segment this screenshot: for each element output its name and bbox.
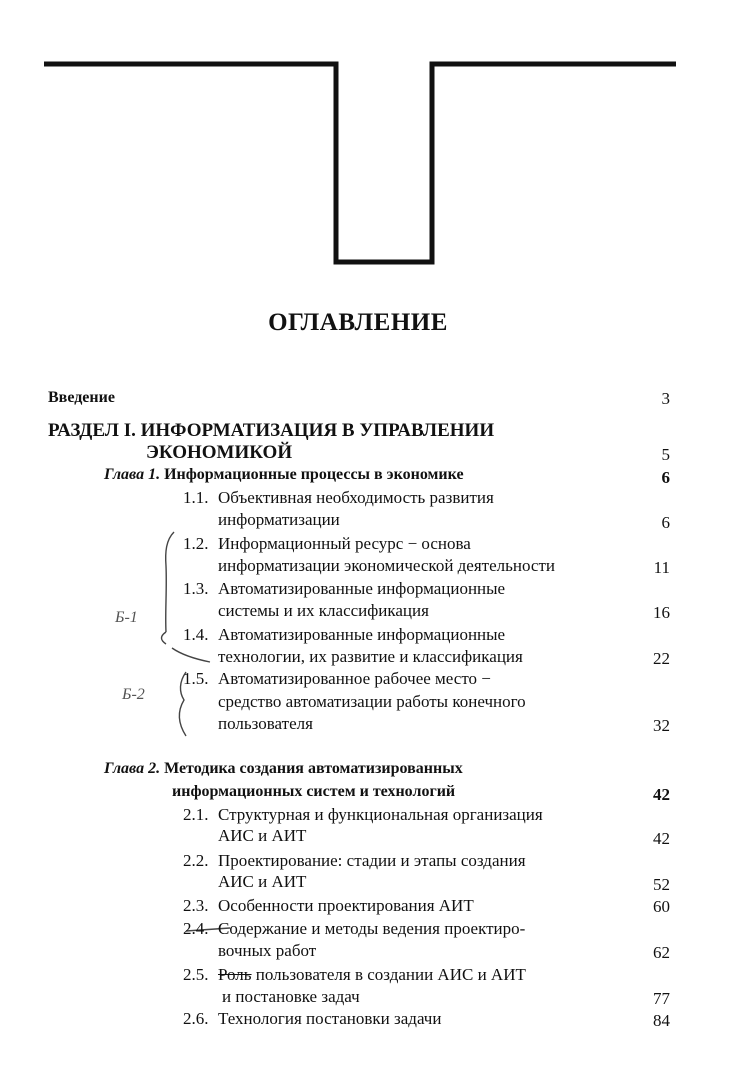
toc-item-text: вочных работ — [218, 941, 317, 960]
header-frame-line — [44, 64, 676, 262]
toc-item-page: 42 — [653, 829, 670, 848]
toc-item-struck-word: Роль — [218, 965, 252, 984]
chapter2-page: 42 — [653, 785, 670, 804]
toc-item-num: 2.4. — [183, 919, 209, 938]
toc-item-num: 1.3. — [183, 579, 209, 598]
toc-item-num: 2.6. — [183, 1009, 209, 1028]
section1-title-line1: РАЗДЕЛ I. ИНФОРМАТИЗАЦИЯ В УПРАВЛЕНИИ — [48, 420, 495, 441]
toc-item-text-rest: пользователя в создании АИС и АИТ — [255, 965, 526, 984]
toc-item-text: пользователя — [218, 714, 313, 733]
toc-item-num: 1.5. — [183, 669, 209, 688]
toc-item-text: и постановке задач — [222, 987, 360, 1006]
margin-note: Б-1 — [115, 609, 138, 626]
chapter1-page: 6 — [661, 468, 670, 487]
chapter2-heading — [104, 761, 463, 777]
toc-item-num: 1.4. — [183, 625, 209, 644]
toc-item-page: 6 — [661, 513, 670, 532]
toc-item-text: Проектирование: стадии и этапы создания — [218, 851, 526, 870]
margin-note: Б-2 — [122, 686, 145, 703]
toc-item-text: АИС и АИТ — [218, 826, 307, 845]
toc-item-num: 2.1. — [183, 805, 209, 824]
section1-title-line2: ЭКОНОМИКОЙ — [146, 442, 293, 463]
toc-item-num: 1.2. — [183, 534, 209, 553]
toc-item-text: Объективная необходимость развития — [218, 488, 494, 507]
toc-item-num: 1.1. — [183, 488, 209, 507]
toc-item-page: 32 — [653, 716, 670, 735]
chapter2-title-line1: Методика создания автоматизированных — [164, 760, 463, 777]
toc-item-text — [218, 966, 526, 983]
toc-item-text: Автоматизированное рабочее место − — [218, 669, 491, 688]
chapter1-heading — [104, 467, 464, 483]
toc-item-page: 11 — [653, 558, 670, 577]
toc-item-page: 84 — [653, 1011, 670, 1030]
page-title: ОГЛАВЛЕНИЕ — [268, 309, 448, 336]
chapter1-prefix: Глава 1. — [104, 466, 161, 483]
toc-item-text: информатизации экономической деятельности — [218, 556, 555, 575]
toc-item-text: технологии, их развитие и классификация — [218, 647, 523, 666]
toc-item-text: Структурная и функциональная организация — [218, 805, 543, 824]
toc-item-num: 2.2. — [183, 851, 209, 870]
toc-item-text: Содержание и методы ведения проектиро- — [218, 919, 526, 938]
toc-item-page: 77 — [653, 989, 670, 1008]
intro-label: Введение — [48, 389, 115, 406]
chapter1-title: Информационные процессы в экономике — [164, 466, 464, 483]
toc-item-text: средство автоматизации работы конечного — [218, 692, 526, 711]
toc-item-page: 62 — [653, 943, 670, 962]
toc-item-text: АИС и АИТ — [218, 872, 307, 891]
toc-item-text: Автоматизированные информационные — [218, 625, 506, 644]
chapter2-prefix: Глава 2. — [104, 760, 161, 777]
toc-item-text: Особенности проектирования АИТ — [218, 896, 474, 915]
toc-item-text: Технология постановки задачи — [218, 1009, 442, 1028]
toc-item-page: 22 — [653, 649, 670, 668]
toc-item-text: Информационный ресурс − основа — [218, 534, 471, 553]
toc-item-text: информатизации — [218, 510, 340, 529]
toc-item-num: 2.3. — [183, 896, 209, 915]
intro-page: 3 — [661, 389, 670, 408]
toc-item-num: 2.5. — [183, 965, 209, 984]
toc-item-page: 52 — [653, 875, 670, 894]
toc-item-text: Автоматизированные информационные — [218, 579, 506, 598]
toc-item-page: 16 — [653, 603, 670, 622]
toc-item-page: 60 — [653, 897, 670, 916]
section1-page: 5 — [661, 445, 670, 464]
chapter2-title-line2: информационных систем и технологий — [172, 783, 456, 800]
toc-item-text: системы и их классификация — [218, 601, 429, 620]
